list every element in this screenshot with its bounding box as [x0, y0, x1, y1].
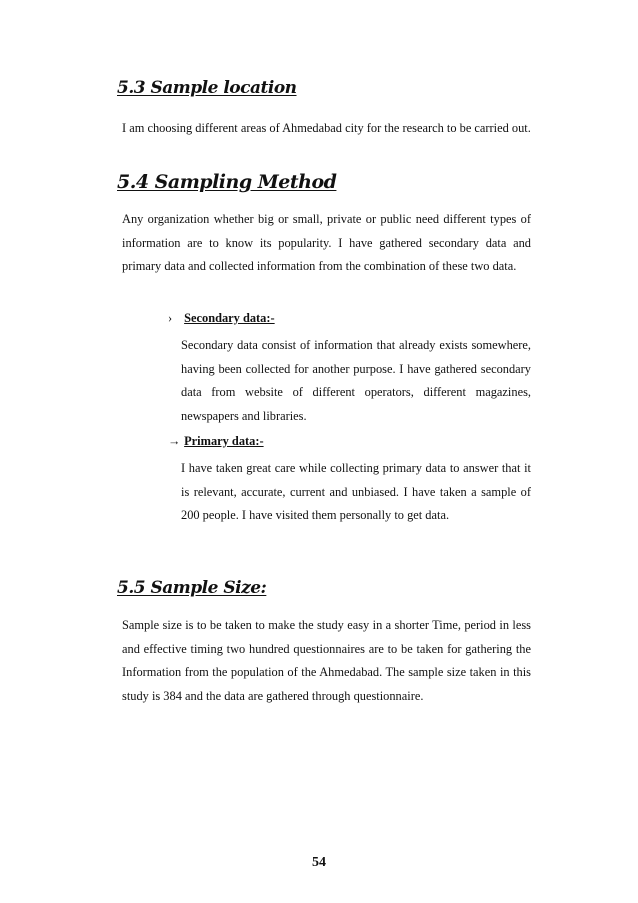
secondary-data-paragraph: Secondary data consist of information that already exists somewhere, having been collected for another purpose. I have gathered secondary data from website of different operators, different magazines, newspapers and libraries. — [181, 338, 531, 423]
bullet-arrow-icon: › — [168, 311, 173, 325]
sample-location-paragraph: I am choosing different areas of Ahmedabad city for the research to be carried out. — [122, 121, 531, 135]
secondary-data-title — [168, 307, 275, 331]
sampling-method-paragraph: Any organization whether big or small, private or public need different types of information are to know its popularity. I have gathered secondary data and primary data and collected information from the combination of these two data. — [122, 212, 531, 273]
primary-data-title — [168, 430, 264, 454]
section-heading-sample-location: 5.3 Sample location — [117, 78, 297, 98]
primary-data-label: Primary data:- — [184, 434, 264, 448]
secondary-data-label: Secondary data:- — [184, 311, 275, 325]
section-heading-sampling-method: 5.4 Sampling Method — [117, 171, 337, 193]
bullet-arrow-icon: → — [168, 434, 181, 448]
section-heading-sample-size: 5.5 Sample Size: — [117, 578, 267, 598]
sample-size-paragraph: Sample size is to be taken to make the study easy in a shorter Time, period in less and effective timing two hundred questionnaires are to be taken for gathering the Information from the population of the Ahmedabad. The sample size taken in this study is 384 and the data are gathered through questionnaire. — [122, 618, 531, 703]
page-number: 54 — [312, 855, 326, 870]
primary-data-paragraph: I have taken great care while collecting primary data to answer that it is relevant, accurate, current and unbiased. I have taken a sample of 200 people. I have visited them personally to get data. — [181, 461, 531, 522]
